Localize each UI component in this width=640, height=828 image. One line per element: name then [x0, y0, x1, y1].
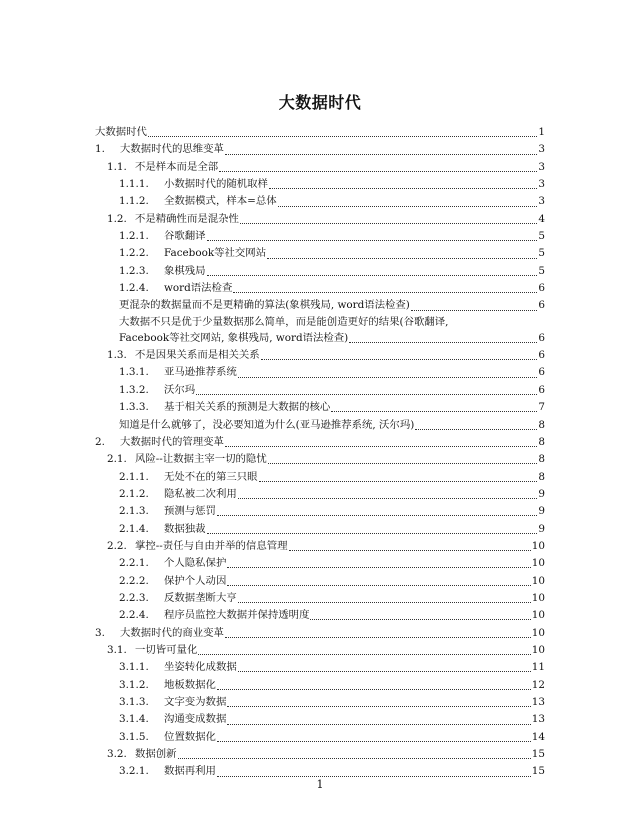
toc-entry[interactable] — [95, 538, 545, 555]
dot-leader — [349, 342, 537, 343]
toc-entry-number: 1.1.2. — [119, 195, 149, 208]
toc-entry-number: 2.1.2. — [119, 487, 149, 500]
toc-entry-title: 掌控--责任与自由并举的信息管理 — [135, 539, 288, 552]
toc-entry-page: 10 — [531, 643, 545, 656]
toc-entry-number: 3.2.1. — [119, 765, 149, 778]
dot-leader — [227, 706, 530, 707]
toc-entry-number: 1.3. — [107, 349, 127, 362]
dot-leader — [269, 188, 537, 189]
dot-leader — [217, 689, 531, 690]
toc-entry[interactable] — [95, 555, 545, 572]
toc-entry-title: 风险--让数据主宰一切的隐忧 — [135, 453, 267, 466]
toc-entry[interactable] — [95, 364, 545, 381]
toc-entry-number: 1.2.4. — [119, 282, 149, 295]
toc-entry[interactable] — [95, 434, 545, 451]
toc-entry-title: 沟通变成数据 — [164, 713, 227, 726]
toc-entry-title: 不是样本而是全部 — [135, 160, 219, 173]
toc-entry-title: 反数据垄断大亨 — [164, 591, 237, 604]
toc-entry-title: 谷歌翻译 — [164, 230, 206, 243]
dot-leader — [225, 446, 537, 447]
toc-entry-title: 坐姿转化成数据 — [164, 661, 237, 674]
toc-entry[interactable] — [95, 486, 545, 503]
toc-entry-title: 全数据模式，样本=总体 — [164, 195, 277, 208]
toc-entry-number: 1.2.2. — [119, 247, 149, 260]
toc-entry-page: 8 — [538, 418, 545, 431]
toc-entry[interactable] — [95, 711, 545, 728]
toc-entry[interactable] — [95, 573, 545, 590]
dot-leader — [148, 136, 537, 137]
dot-leader — [310, 619, 530, 620]
toc-entry-title: 数据再利用 — [164, 765, 216, 778]
dot-leader — [217, 515, 537, 516]
toc-entry-title: 不是因果关系而是相关关系 — [135, 349, 260, 362]
toc-entry-title: 程序员监控大数据并保持透明度 — [164, 609, 310, 622]
toc-entry[interactable] — [95, 694, 545, 711]
table-of-contents — [95, 124, 545, 781]
dot-leader — [178, 758, 531, 759]
toc-entry[interactable] — [95, 193, 545, 210]
toc-entry-title: 大数据时代的管理变革 — [120, 435, 224, 448]
toc-entry-page: 15 — [531, 765, 545, 778]
toc-entry[interactable] — [95, 642, 545, 659]
toc-entry-number: 3.1.3. — [119, 696, 149, 708]
dot-leader — [233, 292, 537, 293]
toc-entry-number: 2.2.2. — [119, 574, 149, 587]
toc-entry-title: 文字变为数据 — [164, 696, 227, 708]
toc-entry-page: 11 — [531, 661, 545, 674]
toc-entry-page: 6 — [538, 299, 545, 312]
toc-entry[interactable] — [95, 228, 545, 245]
dot-leader — [268, 463, 538, 464]
dot-leader — [227, 724, 530, 725]
dot-leader — [207, 275, 538, 276]
toc-entry-title: 大数据不只是优于少量数据那么简单，而是能创造更好的结果(谷歌翻译, — [119, 315, 449, 328]
dot-leader — [207, 533, 538, 534]
toc-entry-number: 2.2.4. — [119, 609, 149, 622]
toc-entry[interactable] — [95, 625, 545, 642]
toc-entry-page: 6 — [538, 331, 545, 344]
toc-entry-number: 1.3.1. — [119, 366, 149, 379]
toc-entry-page: 5 — [538, 247, 545, 260]
toc-entry-page: 4 — [538, 212, 545, 225]
toc-entry-page: 8 — [538, 470, 545, 483]
toc-entry-page: 8 — [538, 435, 545, 448]
toc-entry[interactable] — [95, 607, 545, 624]
toc-entry-number: 2.2.3. — [119, 591, 149, 604]
toc-entry-page: 6 — [538, 366, 545, 379]
toc-entry-number: 1.2.3. — [119, 264, 149, 277]
toc-entry[interactable] — [95, 245, 545, 262]
dot-leader — [261, 359, 538, 360]
toc-entry-number: 2.2. — [107, 539, 127, 552]
toc-entry-number: 3. — [95, 626, 105, 639]
toc-entry-number: 2.1. — [107, 453, 127, 466]
toc-entry[interactable] — [95, 297, 545, 314]
toc-entry[interactable] — [95, 399, 545, 416]
toc-entry-page: 10 — [531, 539, 545, 552]
toc-entry-page: 9 — [538, 505, 545, 518]
toc-entry[interactable] — [95, 315, 545, 330]
toc-entry-title: 沃尔玛 — [164, 383, 196, 396]
dot-leader — [238, 377, 538, 378]
toc-entry[interactable] — [95, 469, 545, 486]
dot-leader — [411, 310, 538, 311]
toc-entry-title: 一切皆可量化 — [135, 643, 198, 656]
toc-entry-page: 8 — [538, 453, 545, 466]
toc-entry-number: 2.2.1. — [119, 557, 149, 570]
toc-entry-number: 1.1. — [107, 160, 127, 173]
toc-entry-number: 3.1. — [107, 643, 127, 656]
toc-entry-number: 1.1.1. — [119, 178, 149, 191]
toc-entry-page: 9 — [538, 487, 545, 500]
toc-entry[interactable] — [95, 124, 545, 141]
toc-entry-page: 14 — [531, 730, 545, 743]
toc-entry-page: 10 — [531, 574, 545, 587]
toc-entry-page: 12 — [531, 678, 545, 691]
toc-entry[interactable] — [95, 141, 545, 158]
toc-entry-number: 2.1.4. — [119, 522, 149, 535]
toc-entry[interactable] — [95, 746, 545, 763]
toc-entry-page: 13 — [531, 696, 545, 708]
toc-entry-page: 3 — [538, 195, 545, 208]
toc-entry-page: 6 — [538, 349, 545, 362]
toc-entry-title: 无处不在的第三只眼 — [164, 470, 258, 483]
toc-entry-title: 隐私被二次利用 — [164, 487, 237, 500]
dot-leader — [289, 550, 531, 551]
toc-entry-page: 10 — [531, 557, 545, 570]
toc-entry-number: 1.3.2. — [119, 383, 149, 396]
dot-leader — [240, 223, 537, 224]
toc-entry-title: 更混杂的数据量而不是更精确的算法(象棋残局, word语法检查) — [119, 299, 410, 312]
toc-entry[interactable] — [95, 263, 545, 280]
toc-entry[interactable] — [95, 590, 545, 607]
dot-leader — [196, 394, 537, 395]
toc-entry[interactable] — [95, 176, 545, 193]
toc-entry[interactable] — [95, 280, 545, 297]
toc-entry[interactable] — [95, 330, 545, 347]
dot-leader — [217, 741, 531, 742]
toc-entry-title: Facebook等社交网站 — [164, 247, 267, 260]
toc-entry-title: 亚马逊推荐系统 — [164, 366, 237, 379]
dot-leader — [259, 481, 538, 482]
toc-entry-page: 13 — [531, 713, 545, 726]
toc-entry-title: 大数据时代的商业变革 — [120, 626, 224, 639]
toc-entry[interactable] — [95, 659, 545, 676]
toc-entry-title: word语法检查 — [164, 282, 233, 295]
toc-entry-page: 9 — [538, 522, 545, 535]
toc-entry-title: 大数据时代的思维变革 — [120, 143, 224, 156]
dot-leader — [219, 171, 537, 172]
toc-entry-page: 5 — [538, 230, 545, 243]
toc-entry-title: 数据创新 — [135, 748, 177, 761]
dot-leader — [207, 240, 538, 241]
dot-leader — [278, 206, 538, 207]
toc-entry-title: 不是精确性而是混杂性 — [135, 212, 239, 225]
toc-entry[interactable] — [95, 382, 545, 399]
toc-entry-page: 6 — [538, 383, 545, 396]
toc-entry-page: 6 — [538, 282, 545, 295]
dot-leader — [227, 585, 530, 586]
toc-entry[interactable] — [95, 159, 545, 176]
toc-entry-number: 3.1.4. — [119, 713, 149, 726]
dot-leader — [225, 637, 531, 638]
toc-entry[interactable] — [95, 503, 545, 520]
toc-entry-title: 保护个人动因 — [164, 574, 227, 587]
toc-entry-number: 3.1.5. — [119, 730, 149, 743]
toc-entry[interactable] — [95, 521, 545, 538]
toc-entry-title: 个人隐私保护 — [164, 557, 227, 570]
toc-entry[interactable] — [95, 211, 545, 228]
dot-leader — [267, 258, 537, 259]
dot-leader — [227, 567, 530, 568]
page-number: 1 — [316, 778, 324, 791]
toc-entry-title: 预测与惩罚 — [164, 505, 216, 518]
toc-entry-number: 3.2. — [107, 748, 127, 761]
dot-leader — [225, 154, 537, 155]
toc-entry[interactable] — [95, 677, 545, 694]
toc-entry-number: 2. — [95, 435, 105, 448]
toc-entry[interactable] — [95, 417, 545, 434]
toc-entry-title: 大数据时代 — [95, 126, 147, 138]
dot-leader — [238, 602, 531, 603]
toc-entry-number: 2.1.1. — [119, 470, 149, 483]
toc-entry-page: 3 — [538, 160, 545, 173]
toc-entry-title: 基于相关关系的预测是大数据的核心 — [164, 401, 331, 414]
toc-entry-title: 地板数据化 — [164, 678, 216, 691]
toc-entry-number: 3.1.2. — [119, 678, 149, 691]
dot-leader — [238, 671, 531, 672]
toc-entry-title: Facebook等社交网站, 象棋残局, word语法检查) — [119, 331, 349, 344]
document-title: 大数据时代 — [278, 93, 362, 112]
toc-entry-page: 1 — [538, 126, 545, 138]
toc-entry[interactable] — [95, 729, 545, 746]
dot-leader — [331, 411, 537, 412]
dot-leader — [198, 654, 530, 655]
toc-entry-page: 3 — [538, 143, 545, 156]
toc-entry-title: 位置数据化 — [164, 730, 216, 743]
toc-entry-number: 2.1.3. — [119, 505, 149, 518]
toc-entry-page: 10 — [531, 609, 545, 622]
toc-entry-page: 7 — [538, 401, 545, 414]
dot-leader — [217, 776, 531, 777]
toc-entry-page: 10 — [531, 626, 545, 639]
toc-entry-number: 1.2. — [107, 212, 127, 225]
toc-entry[interactable] — [95, 347, 545, 364]
toc-entry-page: 3 — [538, 178, 545, 191]
dot-leader — [238, 498, 538, 499]
toc-entry-page: 15 — [531, 748, 545, 761]
toc-entry-page: 10 — [531, 591, 545, 604]
toc-entry-title: 知道是什么就够了，没必要知道为什么(亚马逊推荐系统, 沃尔玛) — [119, 418, 415, 431]
toc-entry[interactable] — [95, 451, 545, 468]
toc-entry-page: 5 — [538, 264, 545, 277]
dot-leader — [415, 429, 537, 430]
toc-entry-title: 数据独裁 — [164, 522, 206, 535]
toc-entry-title: 象棋残局 — [164, 264, 206, 277]
toc-entry-title: 小数据时代的随机取样 — [164, 178, 268, 191]
toc-entry-number: 1.3.3. — [119, 401, 149, 414]
toc-entry-number: 1. — [95, 143, 105, 156]
toc-entry-number: 3.1.1. — [119, 661, 149, 674]
toc-entry-number: 1.2.1. — [119, 230, 149, 243]
